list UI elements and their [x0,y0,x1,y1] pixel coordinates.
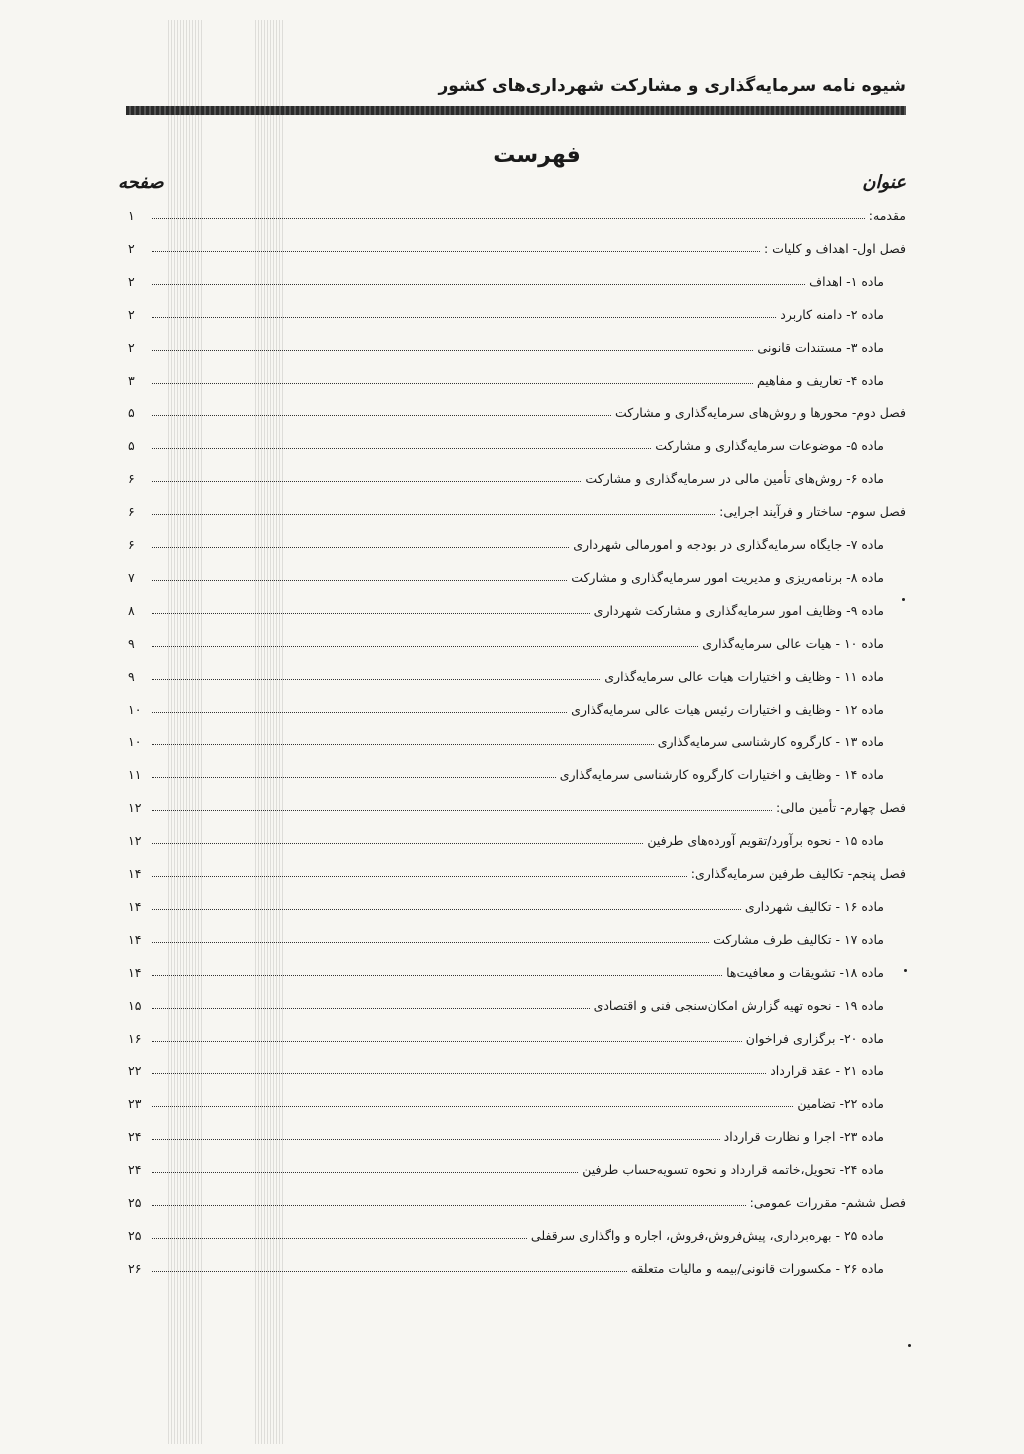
toc-entry-page: ۲۴ [128,1162,142,1178]
toc-entry [128,983,906,1013]
dot-leader [152,350,753,351]
toc-entry [128,456,906,486]
toc-entry-page: ۵ [128,405,135,421]
toc-entry-page: ۱۲ [128,800,142,816]
toc-entry [128,588,906,618]
dot-leader [152,1106,793,1107]
toc-entry [128,259,906,289]
toc-entry-label: ماده ۱۷ - تکالیف طرف مشارکت [713,931,884,947]
toc-entry-page: ۲۶ [128,1260,142,1276]
toc-entry [128,390,906,420]
toc-entry [128,851,906,881]
toc-entry [128,654,906,684]
dot-leader [152,909,741,910]
toc-entry-label: ماده ۵- موضوعات سرمایه‌گذاری و مشارکت [655,438,884,454]
toc-entry-page: ۲۴ [128,1129,142,1145]
toc-entry-page: ۸ [128,602,135,618]
toc-entry-label: ماده ۶- روش‌های تأمین مالی در سرمایه‌گذاری و مشارکت [585,471,884,487]
toc-entry [128,1147,906,1177]
column-page-title: صفحه [118,172,164,193]
dot-leader [152,1041,742,1042]
toc-entry [128,1246,906,1276]
toc-entry-page: ۲ [128,306,135,322]
toc-entry [128,752,906,782]
toc-entry-label: ماده ۴- تعاریف و مفاهیم [756,372,884,388]
toc-entry-page: ۱۱ [128,767,142,783]
toc-entry-label: ماده ۳- مستندات قانونی [757,339,884,355]
toc-entry [128,687,906,717]
toc-entry-label: ماده ۲- دامنه کاربرد [780,306,884,322]
column-title: عنوان [862,172,906,193]
dot-leader [152,251,760,252]
toc-entry [128,193,906,223]
toc-entry-page: ۱۴ [128,964,142,980]
toc-entry-page: ۶ [128,504,135,520]
toc-entry [128,785,906,815]
toc-entry-page: ۱۴ [128,898,142,914]
dot-leader [152,284,805,285]
dot-leader [152,777,556,778]
toc-entry-page: ۲ [128,273,135,289]
toc-entry-page: ۲۵ [128,1195,142,1210]
toc-entry-label: ماده ۲۲- تضامین [797,1096,884,1112]
toc-entry [128,719,906,749]
toc-entry-page: ۹ [128,635,135,651]
toc-entry-label: ماده ۹- وظایف امور سرمایه‌گذاری و مشارکت شهرداری [593,602,884,618]
toc-entry-page: ۱۰ [128,701,142,717]
toc-entry-label: ماده ۸- برنامه‌ریزی و مدیریت امور سرمایه‌گذاری و مشارکت [571,569,884,585]
dot-leader [152,810,772,811]
dot-leader [152,415,611,416]
toc-entry-label: ماده ۲۴- تحویل،خاتمه قرارداد و نحوه تسویه‌حساب طرفین [582,1162,884,1178]
toc-entry-page: ۶ [128,537,135,552]
dot-leader [152,942,709,943]
toc-entry-page: ۶ [128,471,135,487]
toc-entry [128,555,906,585]
dot-leader [152,1008,590,1009]
dot-leader [152,580,567,581]
speck-mark [908,1344,911,1347]
toc-entry-page: ۲۲ [128,1063,142,1079]
speck-mark [902,598,905,601]
toc-entry [128,358,906,388]
toc-entry-page: ۹ [128,668,135,684]
toc-entry-page: ۱۵ [128,997,142,1013]
dot-leader [152,1271,627,1272]
dot-leader [152,613,590,614]
toc-entry-label: فصل اول- اهداف و کلیات : [764,240,906,256]
toc-entry [128,621,906,651]
header-rule [126,106,906,115]
speck-mark [904,969,907,972]
dot-leader [152,1205,746,1206]
dot-leader [152,712,567,713]
toc-entry [128,1081,906,1111]
toc-entry-page: ۵ [128,438,135,454]
toc-entry [128,423,906,453]
toc-entry-label: ماده ۲۵ - بهره‌برداری، پیش‌فروش،فروش، اجاره و واگذاری سرقفلی [530,1227,884,1243]
dot-leader [152,744,654,745]
toc-entry-page: ۱۴ [128,866,142,881]
toc-entry-label: ماده ۱۹ - نحوه تهیه گزارش امکان‌سنجی فنی و اقتصادی [593,997,884,1013]
toc-entry-page: ۲ [128,240,135,256]
toc-entry-label: فصل دوم- محورها و روش‌های سرمایه‌گذاری و مشارکت [615,405,906,421]
toc-entry [128,1180,906,1210]
toc-entry [128,818,906,848]
dot-leader [152,547,569,548]
toc-entry-label: فصل ششم- مقررات عمومی: [749,1195,906,1210]
dot-leader [152,218,865,219]
toc-entry-label: ماده ۲۱ - عقد قرارداد [770,1063,884,1079]
toc-entry-page: ۲۵ [128,1227,142,1243]
dot-leader [152,383,753,384]
header-title: شیوه نامه سرمایه‌گذاری و مشارکت شهرداری‌های کشور [438,76,906,96]
toc-entry [128,292,906,322]
toc-entry [128,917,906,947]
toc-entry-label: مقدمه: [868,208,906,223]
toc-entry-label: فصل چهارم- تأمین مالی: [776,800,906,816]
dot-leader [152,1238,527,1239]
toc-entry-page: ۱۴ [128,931,142,947]
toc-entry [128,1213,906,1243]
dot-leader [152,876,687,877]
dot-leader [152,975,722,976]
dot-leader [152,646,698,647]
dot-leader [152,481,581,482]
dot-leader [152,1073,766,1074]
toc-entry-label: ماده ۱۰ - هیات عالی سرمایه‌گذاری [702,635,884,651]
toc-entry-label: فصل سوم- ساختار و فرآیند اجرایی: [719,504,906,520]
dot-leader [152,1172,578,1173]
toc-entry-page: ۲ [128,339,135,355]
toc-entry [128,522,906,552]
toc-entry [128,489,906,519]
toc-entry-label: ماده ۲۳- اجرا و نظارت قرارداد [723,1129,884,1145]
dot-leader [152,1139,720,1140]
dot-leader [152,679,600,680]
toc-entry-label: فصل پنجم- تکالیف طرفین سرمایه‌گذاری: [690,866,906,881]
toc-entry-label: ماده ۱۲ - وظایف و اختیارات رئیس هیات عالی سرمایه‌گذاری [571,701,884,717]
toc-entry [128,1114,906,1144]
toc-entry-page: ۷ [128,569,135,585]
toc-entry-label: ماده ۷- جایگاه سرمایه‌گذاری در بودجه و امورمالی شهرداری [573,537,884,552]
toc-entry-page: ۱۲ [128,833,142,849]
toc-entry [128,325,906,355]
toc-entry [128,226,906,256]
toc-entry-label: ماده ۱۸- تشویقات و معافیت‌ها [726,964,884,980]
toc-entry-label: ماده ۲۰- برگزاری فراخوان [745,1030,884,1046]
dot-leader [152,317,776,318]
dot-leader [152,843,643,844]
toc-entry [128,950,906,980]
toc-entry-page: ۲۳ [128,1096,142,1112]
dot-leader [152,448,651,449]
dot-leader [152,514,715,515]
toc-entry-page: ۱۶ [128,1030,142,1046]
toc-entry [128,1048,906,1078]
toc-entry-label: ماده ۱۵ - نحوه برآورد/تقویم آورده‌های طرفین [647,833,884,849]
toc-entry-label: ماده ۱۴ - وظایف و اختیارات کارگروه کارشناسی سرمایه‌گذاری [559,767,884,783]
toc-entry-label: ماده ۱۳ - کارگروه کارشناسی سرمایه‌گذاری [657,734,884,750]
toc-entry-label: ماده ۱۶ - تکالیف شهرداری [744,898,884,914]
toc-entry-label: ماده ۱۱ - وظایف و اختیارات هیات عالی سرمایه‌گذاری [604,668,884,684]
toc-entry-page: ۳ [128,372,135,388]
toc-entry-label: ماده ۲۶ - مکسورات قانونی/بیمه و مالیات متعلقه [630,1260,884,1276]
toc-entry [128,1016,906,1046]
toc-entry-page: ۱ [128,208,135,223]
toc-entry [128,884,906,914]
toc-entry-label: ماده ۱- اهداف [809,273,884,289]
toc-heading: فهرست [493,143,581,168]
toc-entry-page: ۱۰ [128,734,142,750]
